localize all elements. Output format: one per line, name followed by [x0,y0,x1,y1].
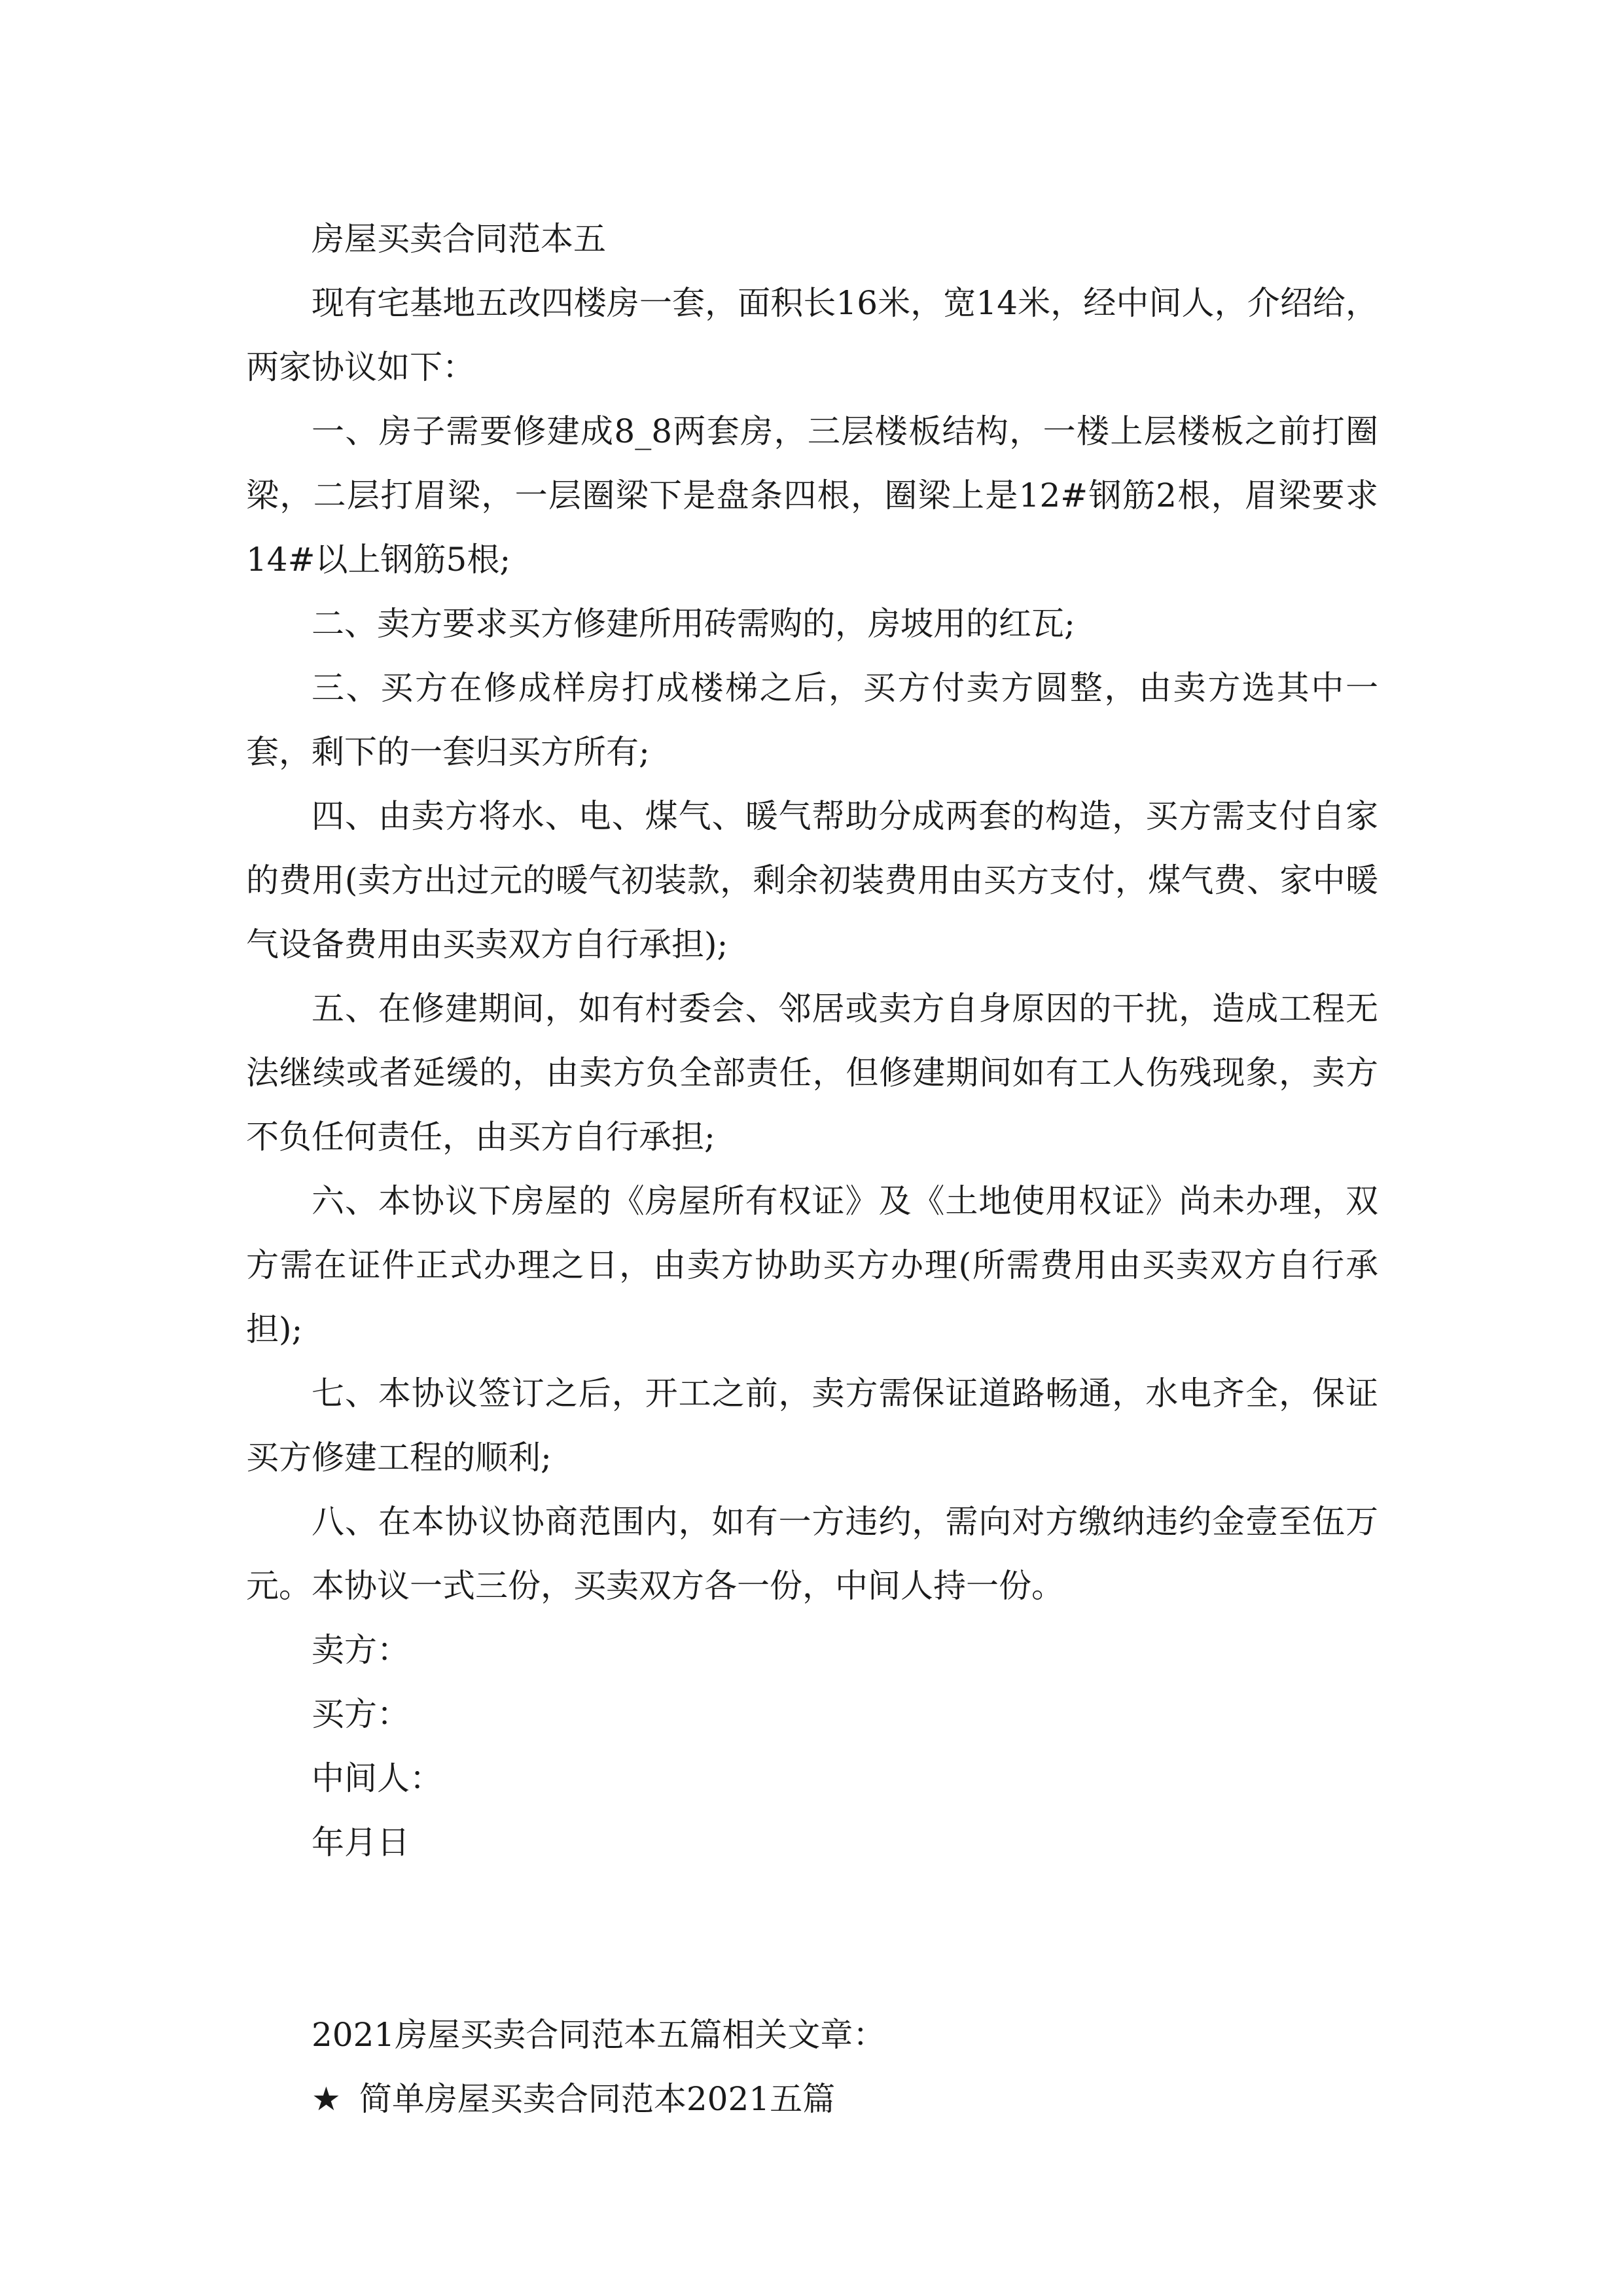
related-article-link[interactable]: 简单房屋买卖合同范本2021五篇 [359,2080,836,2118]
related-article-item[interactable] [246,2067,1378,2131]
clause-3: 三、买方在修成样房打成楼梯之后，买方付卖方圆整，由卖方选其中一套，剩下的一套归买方所有; [246,669,1378,771]
seller-signature-label: 卖方： [312,1631,410,1669]
clause-4: 四、由卖方将水、电、煤气、暖气帮助分成两套的构造，买方需支付自家的费用(卖方出过元的暖气初装款，剩余初装费用由买方支付，煤气费、家中暖气设备费用由买卖双方自行承担); [246,797,1378,963]
document-page [246,207,1378,2131]
clause-5: 五、在修建期间，如有村委会、邻居或卖方自身原因的干扰，造成工程无法继续或者延缓的，由卖方负全部责任，但修建期间如有工人伤残现象，卖方不负任何责任，由买方自行承担; [246,990,1378,1156]
clause-1: 一、房子需要修建成8_8两套房，三层楼板结构，一楼上层楼板之前打圈梁，二层打眉梁，一层圈梁下是盘条四根，圈梁上是12#钢筋2根，眉梁要求14#以上钢筋5根; [246,412,1378,579]
intro-paragraph: 现有宅基地五改四楼房一套，面积长16米，宽14米，经中间人，介绍给，两家协议如下： [246,284,1378,386]
clause-7: 七、本协议签订之后，开工之前，卖方需保证道路畅通，水电齐全，保证买方修建工程的顺利; [246,1374,1378,1477]
middleman-signature-label: 中间人： [312,1759,442,1797]
buyer-signature-label: 买方： [312,1695,410,1733]
related-articles-heading: 2021房屋买卖合同范本五篇相关文章： [312,2016,886,2054]
document-title: 房屋买卖合同范本五 [312,220,606,258]
clause-8: 八、在本协议协商范围内，如有一方违约，需向对方缴纳违约金壹至伍万元。本协议一式三份，买卖双方各一份，中间人持一份。 [246,1503,1378,1605]
clause-6: 六、本协议下房屋的《房屋所有权证》及《土地使用权证》尚未办理，双方需在证件正式办理之日，由卖方协助买方办理(所需费用由买卖双方自行承担); [246,1182,1378,1348]
clause-2: 二、卖方要求买方修建所用砖需购的，房坡用的红瓦; [312,605,1075,643]
star-icon: ★ [312,2080,341,2118]
date-label: 年月日 [312,1823,410,1861]
section-spacer [246,1874,1378,2003]
